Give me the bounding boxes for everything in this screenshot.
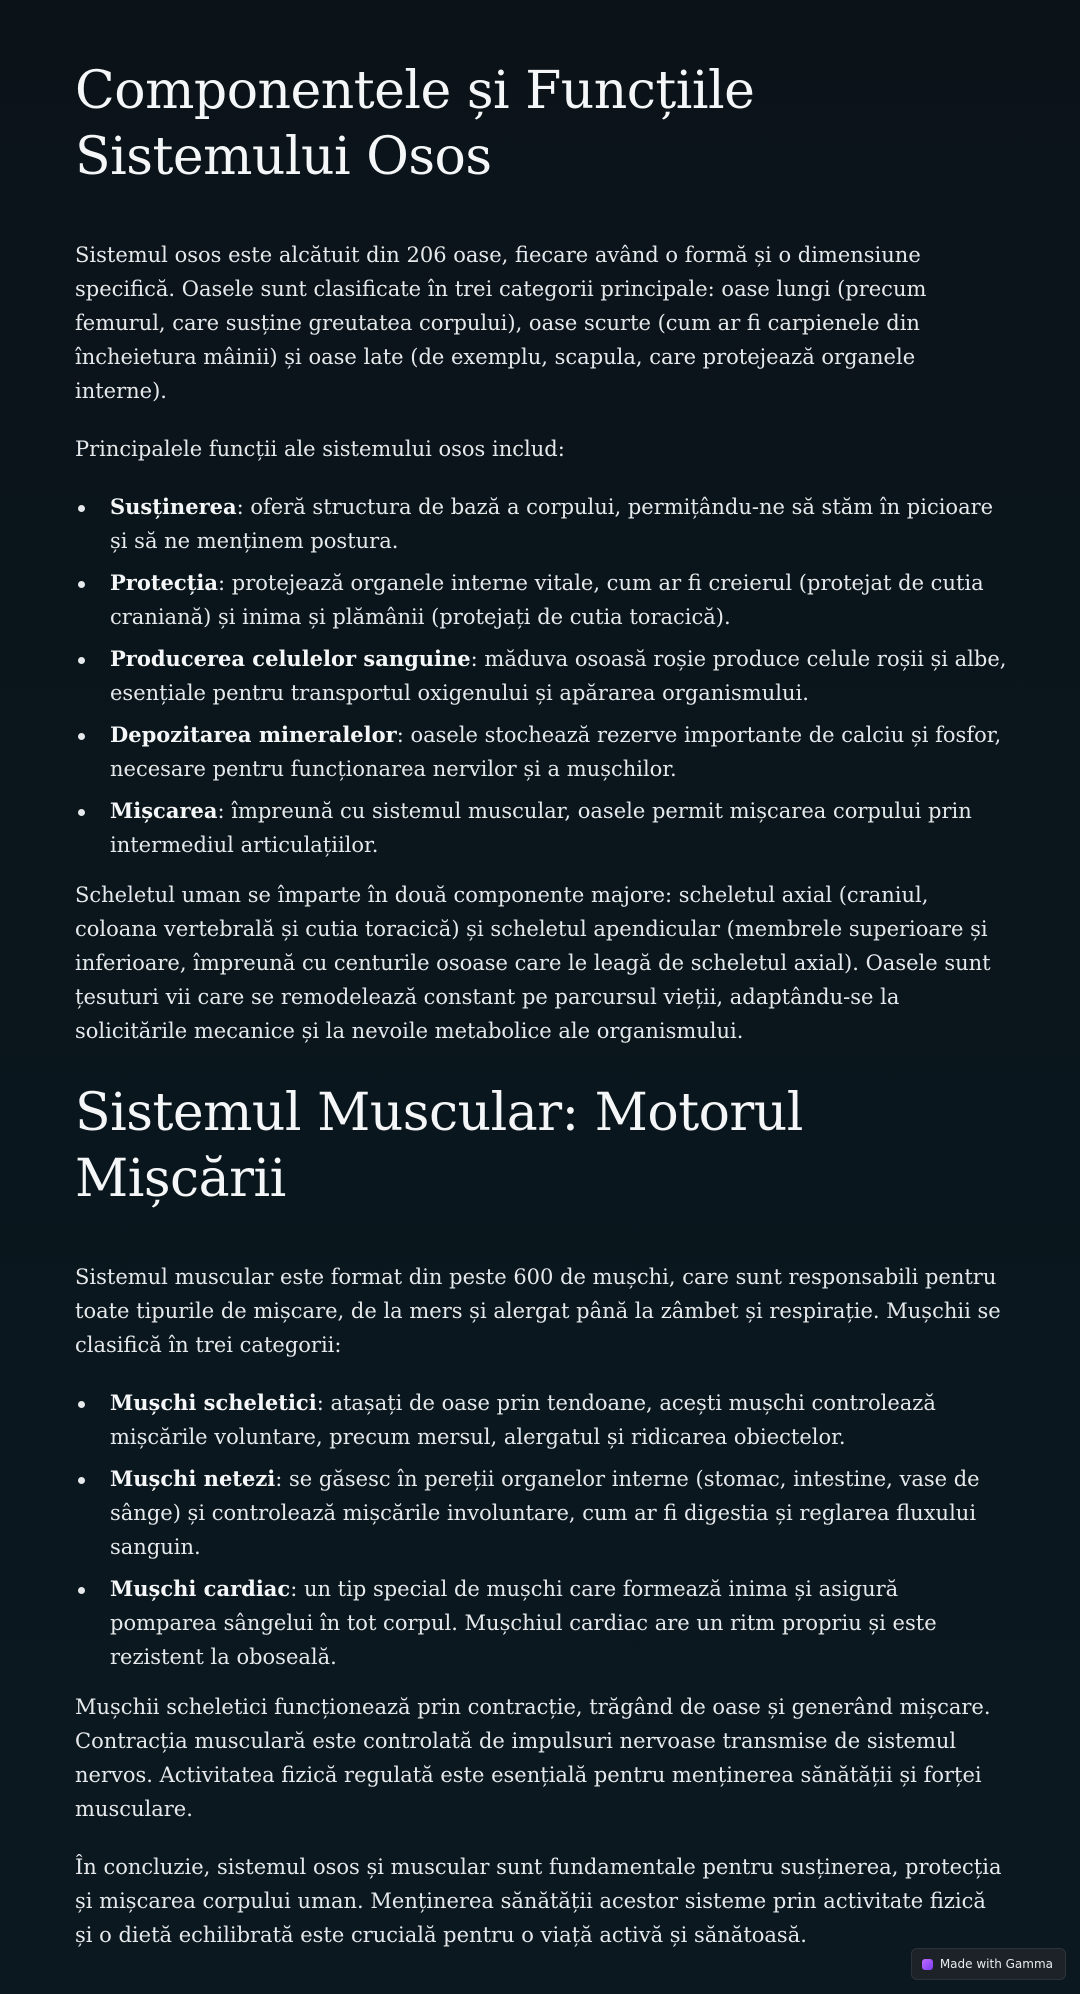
muscle-types-list (75, 1386, 1010, 1674)
skeletal-functions-list (75, 490, 1010, 862)
bullet-icon (78, 657, 85, 664)
made-with-gamma-badge[interactable] (911, 1948, 1066, 1980)
skeletal-closing: Scheletul uman se împarte în două componente majore: scheletul axial (craniul, coloana vertebrală și cutia toracică) și scheletul apendicular (membrele superioare și inferioare, împreună cu centurile osoase care le leagă de scheletul axial). Oasele sunt țesuturi vii care se remodelează constant pe parcursul vieții, adaptându-se la solicitările mecanice și la nevoile metabolice ale organismului. (75, 883, 991, 1043)
bullet-icon (78, 1477, 85, 1484)
bullet-icon (78, 581, 85, 588)
skeletal-intro: Sistemul osos este alcătuit din 206 oase, fiecare având o formă și o dimensiune specifică. Oasele sunt clasificate în trei categorii principale: oase lungi (precum femurul, care susține greutatea corpului), oase scurte (cum ar fi carpienele din încheietura mâinii) și oase late (de exemplu, scapula, care protejează organele interne). (75, 243, 927, 403)
bullet-icon (78, 505, 85, 512)
list-item: Mușchi netezi: se găsesc în pereții organelor interne (stomac, intestine, vase de sânge) și controlează mișcările involuntare, cum ar fi digestia și reglarea fluxului sanguin. (75, 1462, 1010, 1564)
badge-label: Made with Gamma (939, 1957, 1053, 1971)
bullet-icon (78, 1401, 85, 1408)
conclusion-paragraph: În concluzie, sistemul osos și muscular sunt fundamentale pentru susținerea, protecția și mișcarea corpului uman. Menținerea sănătății acestor sisteme prin activitate fizică și o dietă echilibrată este crucială pentru o viață activă și sănătoasă. (75, 1855, 1002, 1947)
bullet-icon (78, 733, 85, 740)
list-item: Protecția: protejează organele interne vitale, cum ar fi creierul (protejat de cutia craniană) și inima și plămânii (protejați de cutia toracică). (75, 566, 1010, 634)
skeletal-functions-lead: Principalele funcții ale sistemului osos includ: (75, 437, 565, 461)
list-item: Susținerea: oferă structura de bază a corpului, permițându-ne să stăm în picioare și să ne menținem postura. (75, 490, 1010, 558)
list-item: Depozitarea mineralelor: oasele stochează rezerve importante de calciu și fosfor, necesare pentru funcționarea nervilor și a mușchilor. (75, 718, 1010, 786)
document-body (75, 58, 1010, 1952)
muscular-intro: Sistemul muscular este format din peste 600 de mușchi, care sunt responsabili pentru toate tipurile de mișcare, de la mers și alergat până la zâmbet și respirație. Mușchii se clasifică în trei categorii: (75, 1265, 1001, 1357)
bullet-icon (78, 809, 85, 816)
list-item: Mușchi scheletici: atașați de oase prin tendoane, acești mușchi controlează mișcările voluntare, precum mersul, alergatul și ridicarea obiectelor. (75, 1386, 1010, 1454)
bullet-icon (78, 1587, 85, 1594)
section-title-skeletal: Componentele și Funcțiile Sistemului Osos (75, 61, 755, 187)
list-item: Mușchi cardiac: un tip special de mușchi care formează inima și asigură pomparea sângelui în tot corpul. Mușchiul cardiac are un ritm propriu și este rezistent la oboseală. (75, 1572, 1010, 1674)
section-title-muscular: Sistemul Muscular: Motorul Mișcării (75, 1083, 803, 1209)
list-item: Producerea celulelor sanguine: măduva osoasă roșie produce celule roșii și albe, esențiale pentru transportul oxigenului și apărarea organismului. (75, 642, 1010, 710)
gamma-icon (922, 1959, 933, 1970)
muscular-paragraph: Mușchii scheletici funcționează prin contracție, trăgând de oase și generând mișcare. Contracția musculară este controlată de impulsuri nervoase transmise de sistemul nervos. Activitatea fizică regulată este esențială pentru menținerea sănătății și forței musculare. (75, 1695, 991, 1821)
list-item: Mișcarea: împreună cu sistemul muscular, oasele permit mișcarea corpului prin intermediul articulațiilor. (75, 794, 1010, 862)
